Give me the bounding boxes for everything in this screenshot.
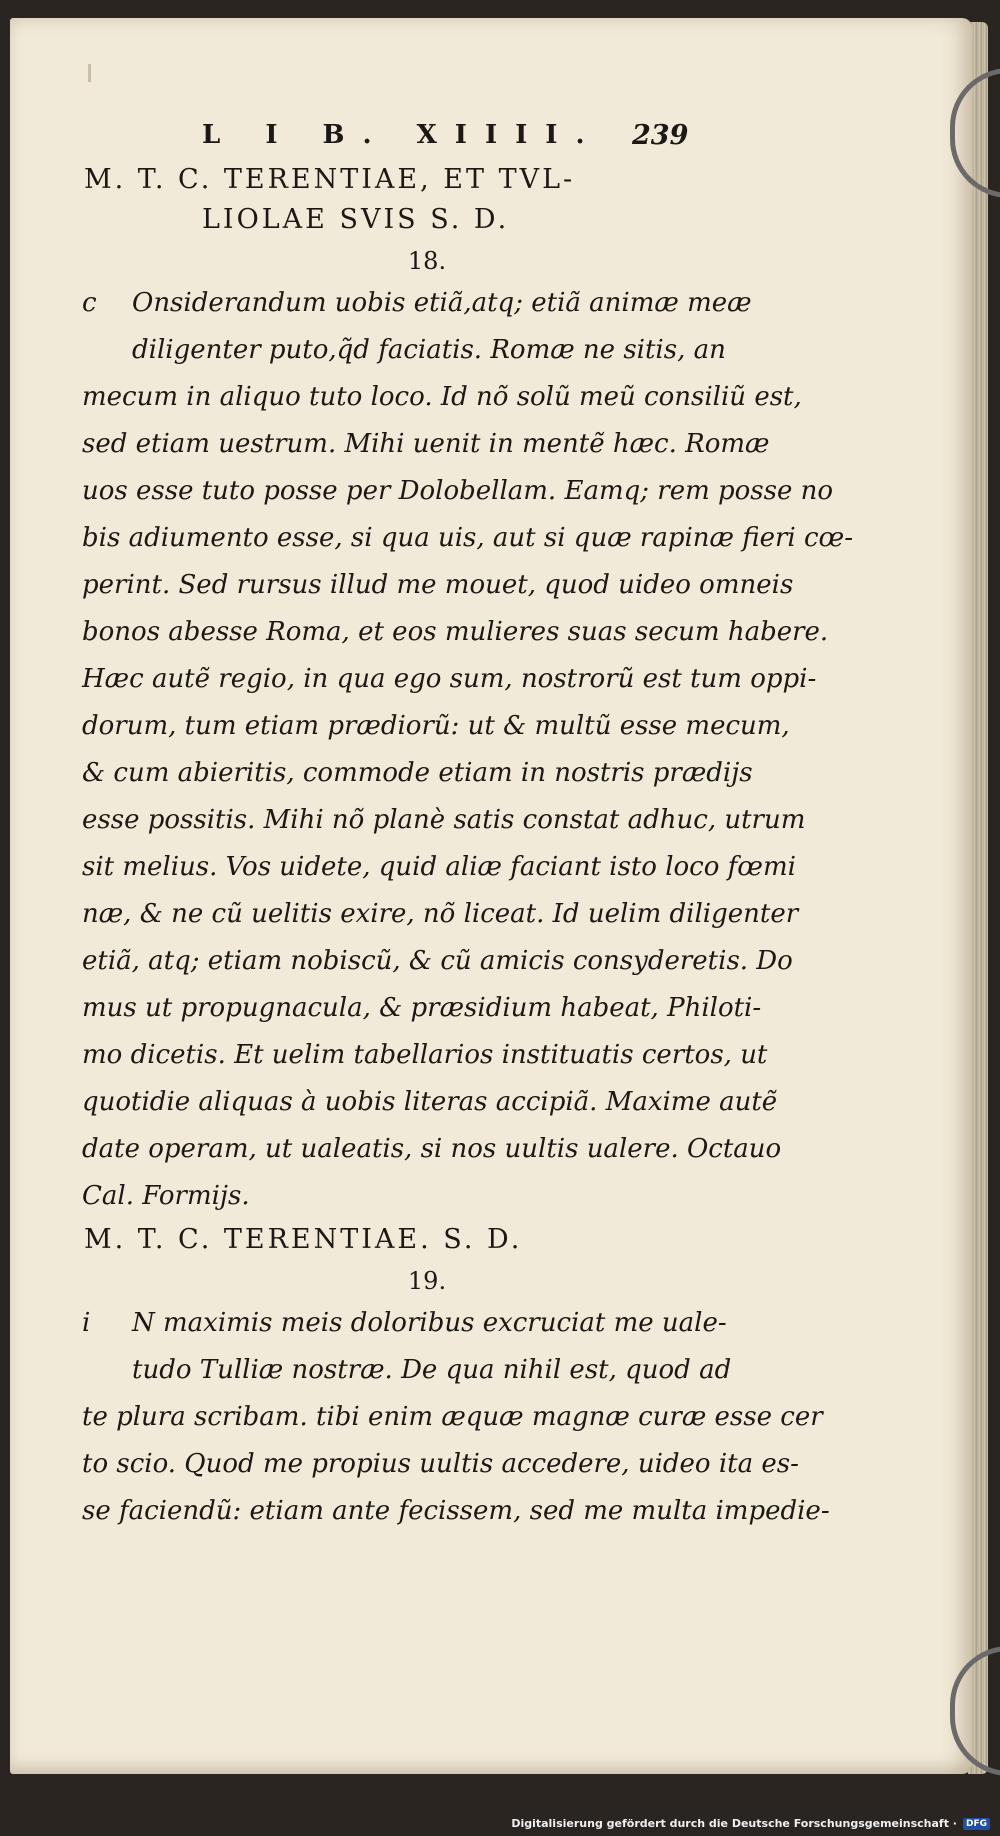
letter-18-line: Cal. Formijs. <box>82 1181 250 1211</box>
letter-18-line: bis adiumento esse, si qua uis, aut si quæ rapinæ fieri cœ- <box>82 523 854 553</box>
letter-18-line: Hæc autẽ regio, in qua ego sum, nostrorũ est tum oppi- <box>82 664 817 694</box>
letter-18-line: uos esse tuto posse per Dolobellam. Eamq; rem posse no <box>82 476 834 506</box>
letter-18-line <box>82 280 752 327</box>
gutter-mark <box>88 64 91 82</box>
letter-19-line: tudo Tulliæ nostræ. De qua nihil est, quod ad <box>132 1355 732 1385</box>
letter-18-line: perint. Sed rursus illud me mouet, quod uideo omneis <box>82 570 794 600</box>
page-number: 239 <box>632 120 689 151</box>
letter-18-line: diligenter puto,q̃d faciatis. Romæ ne sitis, an <box>132 335 726 365</box>
letter-18-line-text: Onsiderandum uobis etiã,atq; etiã animæ meæ <box>132 288 752 318</box>
letter-18-line: etiã, atq; etiam nobiscũ, & cũ amicis consyderetis. Do <box>82 946 793 976</box>
letter-18-line: bonos abesse Roma, et eos mulieres suas secum habere. <box>82 617 829 647</box>
letter-19-line-text: N maximis meis doloribus excruciat me uale- <box>132 1308 727 1338</box>
letter-19-number: 19. <box>407 1267 447 1295</box>
letter-19-line: te plura scribam. tibi enim æquæ magnæ curæ esse cer <box>82 1402 823 1432</box>
letter-18-line: dorum, tum etiam prædiorũ: ut & multũ esse mecum, <box>82 711 790 741</box>
letter-18-line: & cum abieritis, commode etiam in nostris prædijs <box>82 758 753 788</box>
dfg-logo: DFG <box>963 1818 990 1830</box>
letter-19-line: se faciendũ: etiam ante fecissem, sed me multa impedie- <box>82 1496 830 1526</box>
letter-18-line: sed etiam uestrum. Mihi uenit in mentẽ hæc. Romæ <box>82 429 770 459</box>
text-block <box>82 120 854 1535</box>
letter-18-line: date operam, ut ualeatis, si nos uultis ualere. Octauo <box>82 1134 782 1164</box>
credit-text: Digitalisierung gefördert durch die Deutsche Forschungsgemeinschaft · <box>511 1817 957 1830</box>
letter-19-initial: i <box>82 1308 91 1338</box>
letter-18-line: næ, & ne cũ uelitis exire, nõ liceat. Id uelim diligenter <box>82 899 799 929</box>
letter-19-line: to scio. Quod me propius uultis accedere, uideo ita es- <box>82 1449 799 1479</box>
running-head <box>82 120 732 160</box>
letter-18-line: mus ut propugnacula, & præsidium habeat, Philoti- <box>82 993 762 1023</box>
letter-18-number: 18. <box>407 247 447 275</box>
letter-18-line: sit melius. Vos uidete, quid aliæ faciant isto loco fœmi <box>82 852 796 882</box>
book-label: L I B. XIIII. <box>202 120 603 150</box>
letter-19-line <box>82 1300 732 1347</box>
letter-18-line: esse possitis. Mihi nõ planè satis constat adhuc, utrum <box>82 805 806 835</box>
letter-19-heading: M. T. C. TERENTIAE. S. D. <box>84 1224 523 1255</box>
letter-18-line: mo dicetis. Et uelim tabellarios instituatis certos, ut <box>82 1040 768 1070</box>
digitization-credit <box>511 1817 990 1830</box>
letter-18-initial: c <box>82 288 97 318</box>
letter-18-line: quotidie aliquas à uobis literas accipiã. Maxime autẽ <box>82 1087 778 1117</box>
letter-18-line: mecum in aliquo tuto loco. Id nõ solũ meũ consiliũ est, <box>82 382 802 412</box>
letter-18-heading-line2: LIOLAE SVIS S. D. <box>202 204 510 235</box>
letter-18-heading-line1: M. T. C. TERENTIAE, ET TVL- <box>84 164 576 195</box>
